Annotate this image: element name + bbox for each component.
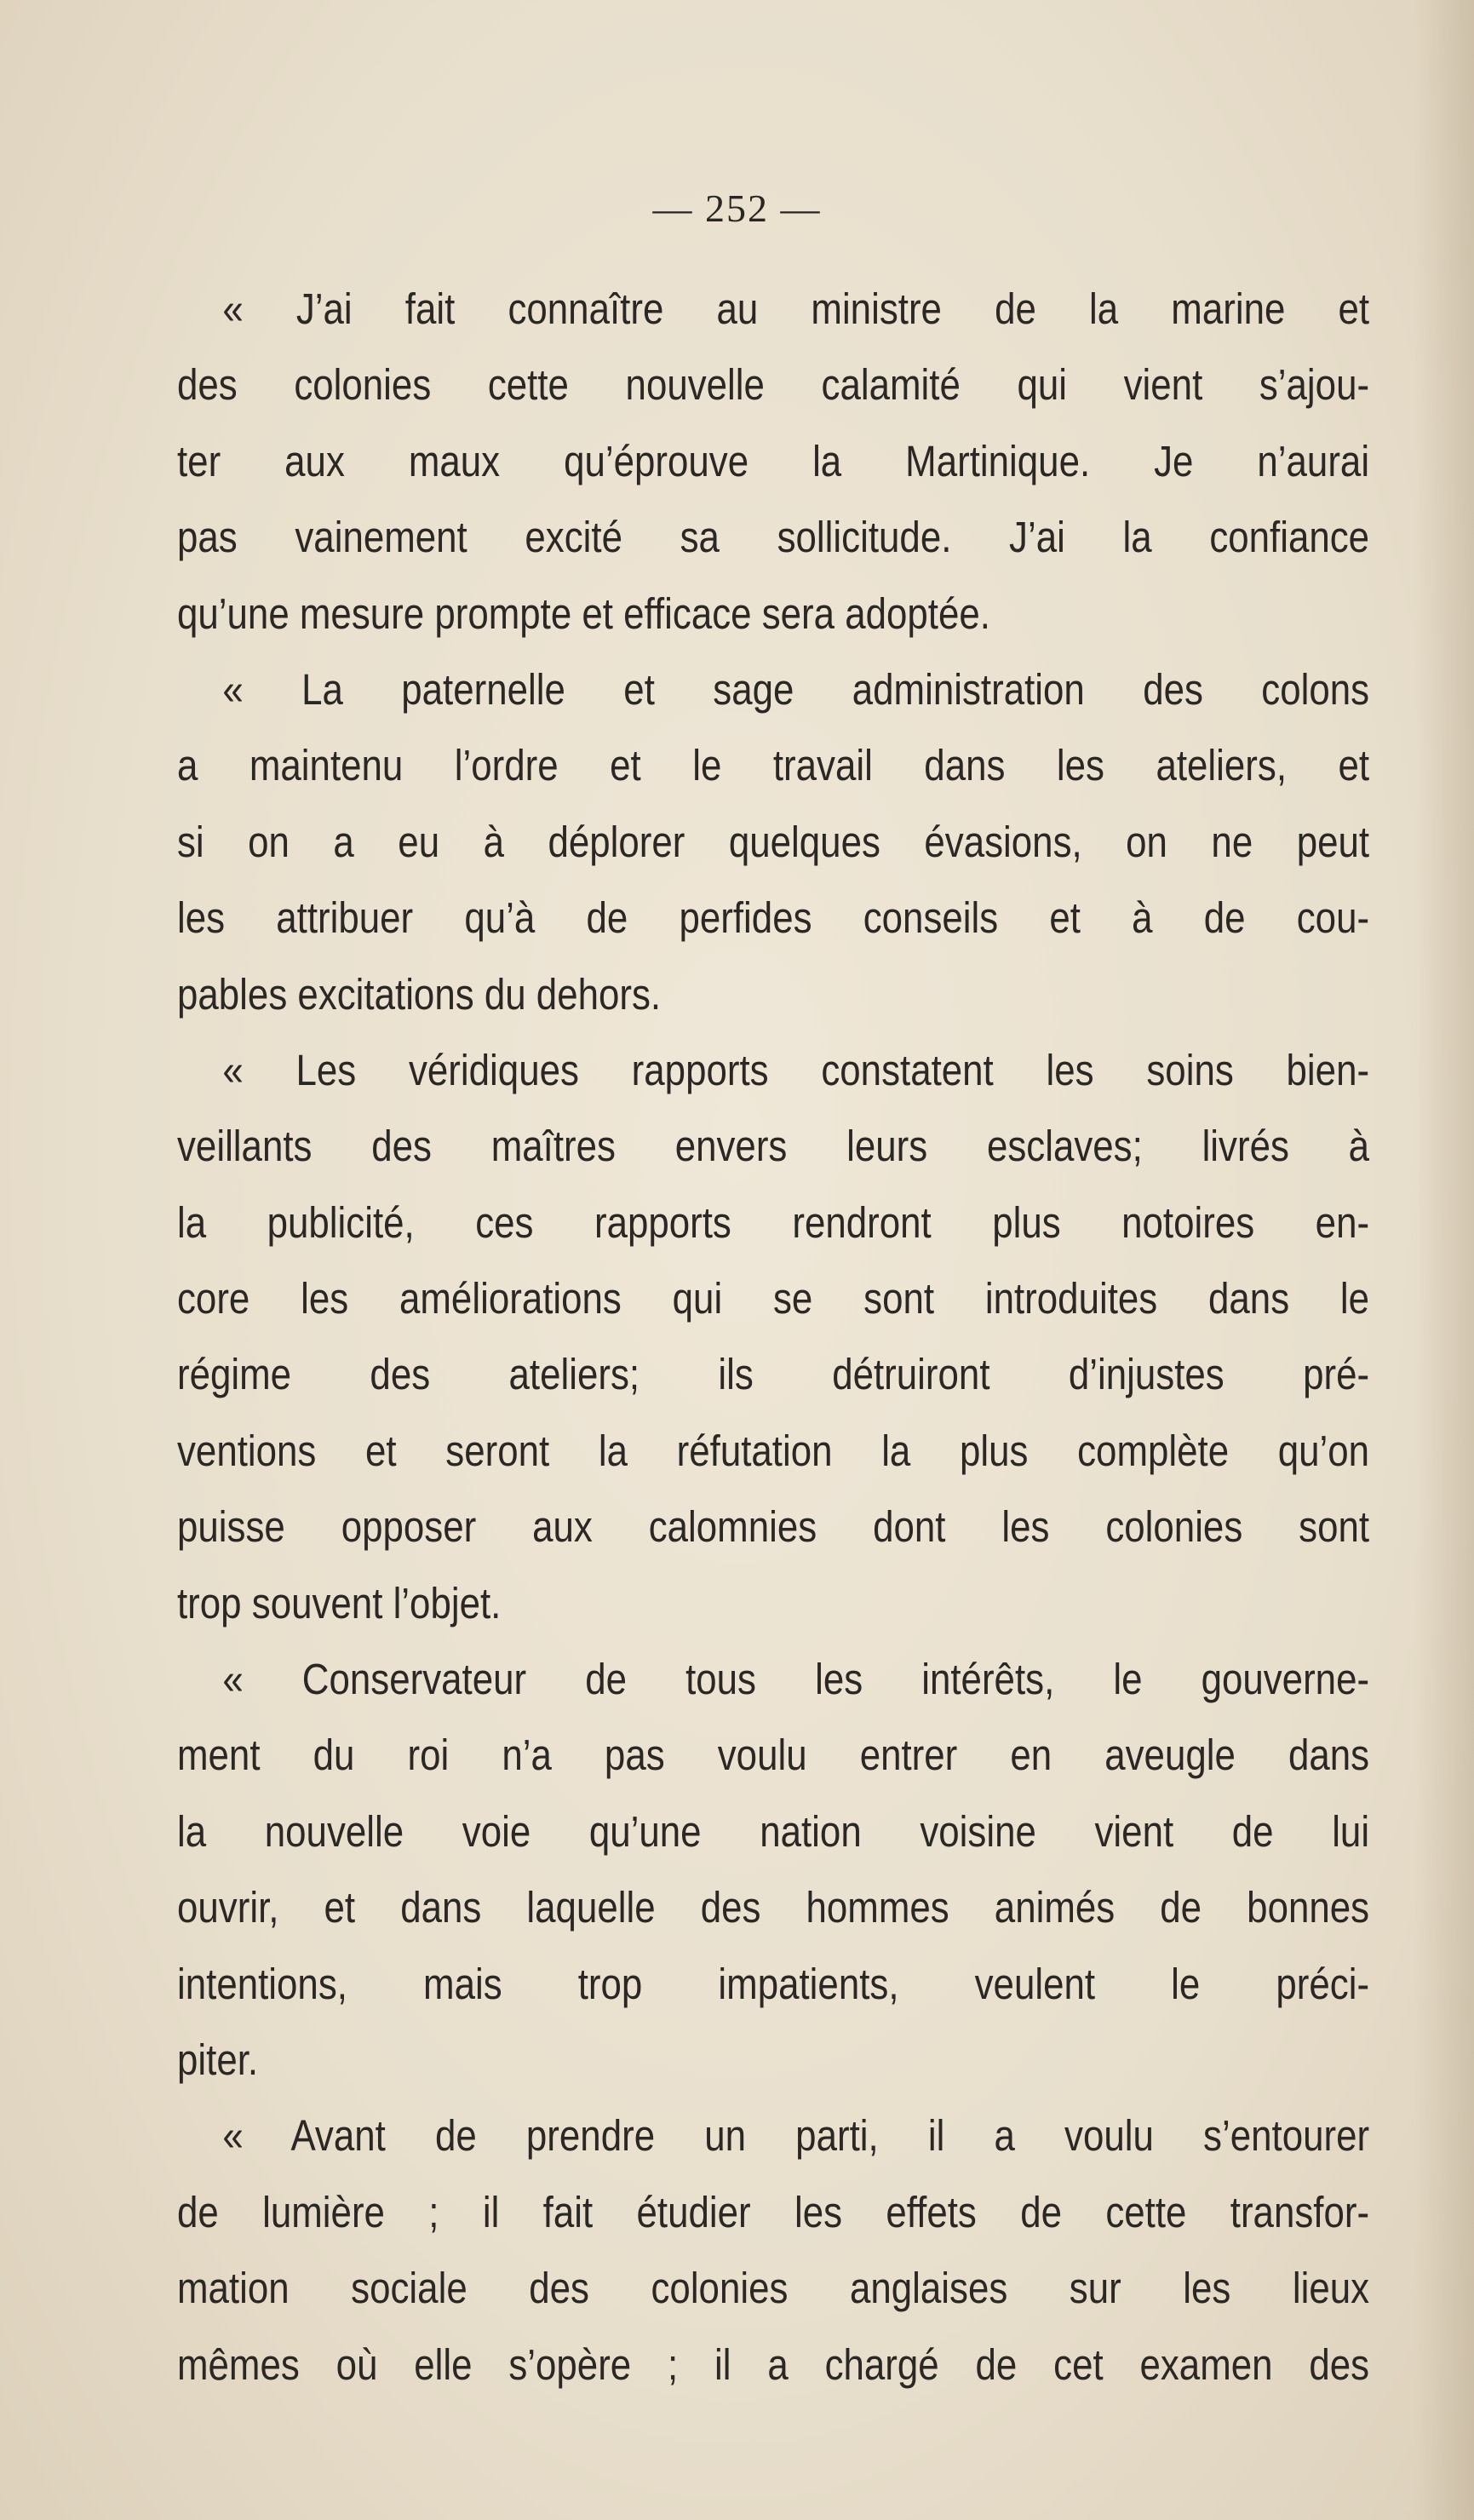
body-text — [177, 271, 1369, 2402]
text-line: pables excitations du dehors. — [177, 969, 662, 1019]
text-line: si on a eu à déplorer quelques évasions, on ne peut — [177, 817, 1370, 866]
text-line: ment du roi n’a pas voulu entrer en aveugle dans — [177, 1731, 1370, 1780]
text-line: « J’ai fait connaître au ministre de la marine et — [222, 284, 1370, 333]
text-line: « La paternelle et sage administration des colons — [222, 664, 1370, 714]
text-line: des colonies cette nouvelle calamité qui vient s’ajou- — [177, 360, 1370, 410]
text-line: « Les véridiques rapports constatent les soins bien- — [222, 1045, 1370, 1094]
text-line: qu’une mesure prompte et efficace sera adoptée. — [177, 588, 990, 638]
text-line: ter aux maux qu’éprouve la Martinique. Je n’aurai — [177, 436, 1370, 485]
text-line: piter. — [177, 2035, 259, 2084]
text-line: puisse opposer aux calomnies dont les colonies sont — [177, 1502, 1370, 1552]
text-line: « Avant de prendre un parti, il a voulu s’entourer — [222, 2111, 1370, 2161]
text-line: de lumière ; il fait étudier les effets de cette transfor- — [177, 2187, 1370, 2236]
page-number: — 252 — — [652, 187, 822, 230]
text-line: ouvrir, et dans laquelle des hommes animés de bonnes — [177, 1883, 1370, 1932]
text-line: ventions et seront la réfutation la plus complète qu’on — [177, 1426, 1370, 1475]
text-line: « Conservateur de tous les intérêts, le gouverne- — [222, 1655, 1370, 1704]
text-line: a maintenu l’ordre et le travail dans les ateliers, et — [177, 741, 1370, 790]
text-line: intentions, mais trop impatients, veulent le préci- — [177, 1959, 1370, 2008]
text-line: les attribuer qu’à de perfides conseils et à de cou- — [177, 893, 1370, 943]
page-edge-shadow — [1414, 0, 1474, 2520]
text-line: trop souvent l’objet. — [177, 1578, 502, 1627]
text-line: mation sociale des colonies anglaises sur les lieux — [177, 2264, 1370, 2313]
text-line: la publicité, ces rapports rendront plus notoires en- — [177, 1197, 1370, 1247]
text-line: pas vainement excité sa sollicitude. J’ai la confiance — [177, 513, 1370, 562]
text-line: la nouvelle voie qu’une nation voisine vient de lui — [177, 1806, 1370, 1856]
text-line: régime des ateliers; ils détruiront d’injustes pré- — [177, 1350, 1370, 1399]
text-line: veillants des maîtres envers leurs esclaves; livrés à — [177, 1122, 1370, 1171]
text-line: mêmes où elle s’opère ; il a chargé de cet examen des — [177, 2339, 1370, 2389]
text-line: core les améliorations qui se sont introduites dans le — [177, 1274, 1370, 1323]
